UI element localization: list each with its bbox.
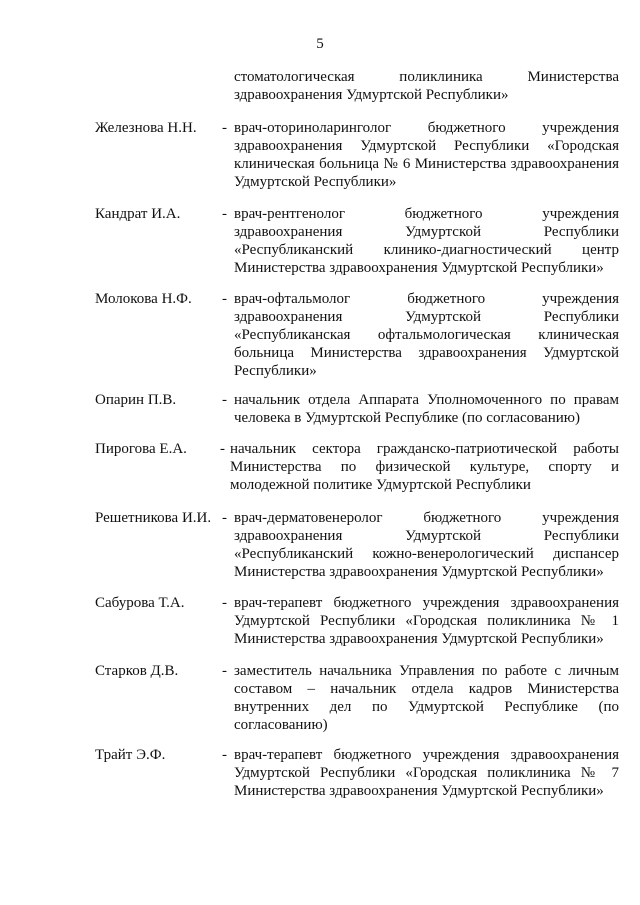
entry-name: Опарин П.В. (95, 392, 177, 408)
entry-dash: - (222, 595, 227, 611)
entry-name: Решетникова И.И. (95, 510, 212, 526)
entry-dash: - (222, 663, 227, 679)
entry-role: врач-рентгенолог бюджетного учреждения здравоохранения Удмуртской Республики «Республиканский клинико-диагностический центр Министерства здравоохранения Удмуртской Республики» (234, 206, 619, 276)
entry-dash: - (222, 206, 227, 222)
entry-dash: - (222, 747, 227, 763)
entry-name: Трайт Э.Ф. (95, 747, 166, 763)
entry-dash: - (222, 291, 227, 307)
entry-role: врач-оториноларинголог бюджетного учреждения здравоохранения Удмуртской Республики «Городская клиническая больница № 6 Министерства здравоохранения Удмуртской Республики» (234, 120, 619, 190)
page-number: 5 (316, 36, 324, 52)
continuation-text: стоматологическая поликлиника Министерства здравоохранения Удмуртской Республики» (234, 69, 619, 103)
entry-name: Сабурова Т.А. (95, 595, 185, 611)
entry-dash: - (222, 120, 227, 136)
entry-dash: - (220, 441, 225, 457)
entry-role: заместитель начальника Управления по работе с личным составом – начальник отдела кадров Министерства внутренних дел по Удмуртской Республике (по согласованию) (234, 663, 619, 733)
entry-name: Пирогова Е.А. (95, 441, 187, 457)
entry-role: врач-офтальмолог бюджетного учреждения здравоохранения Удмуртской Республики «Республиканская офтальмологическая клиническая больница Министерства здравоохранения Удмуртской Республики» (234, 291, 619, 379)
entry-dash: - (222, 510, 227, 526)
entry-name: Железнова Н.Н. (95, 120, 197, 136)
entry-role: врач-терапевт бюджетного учреждения здравоохранения Удмуртской Республики «Городская поликлиника № 1 Министерства здравоохранения Удмуртской Республики» (234, 595, 619, 647)
entry-name: Молокова Н.Ф. (95, 291, 192, 307)
entry-role: врач-дерматовенеролог бюджетного учреждения здравоохранения Удмуртской Республики «Республиканский кожно-венерологический диспансер Министерства здравоохранения Удмуртской Республики» (234, 510, 619, 580)
entry-role: начальник сектора гражданско-патриотической работы Министерства по физической культуре, спорту и молодежной политике Удмуртской Республики (230, 441, 619, 493)
entry-role: начальник отдела Аппарата Уполномоченного по правам человека в Удмуртской Республике (по согласованию) (234, 392, 619, 426)
entry-name: Старков Д.В. (95, 663, 179, 679)
entry-dash: - (222, 392, 227, 408)
entry-name: Кандрат И.А. (95, 206, 181, 222)
entry-role: врач-терапевт бюджетного учреждения здравоохранения Удмуртской Республики «Городская поликлиника № 7 Министерства здравоохранения Удмуртской Республики» (234, 747, 619, 799)
